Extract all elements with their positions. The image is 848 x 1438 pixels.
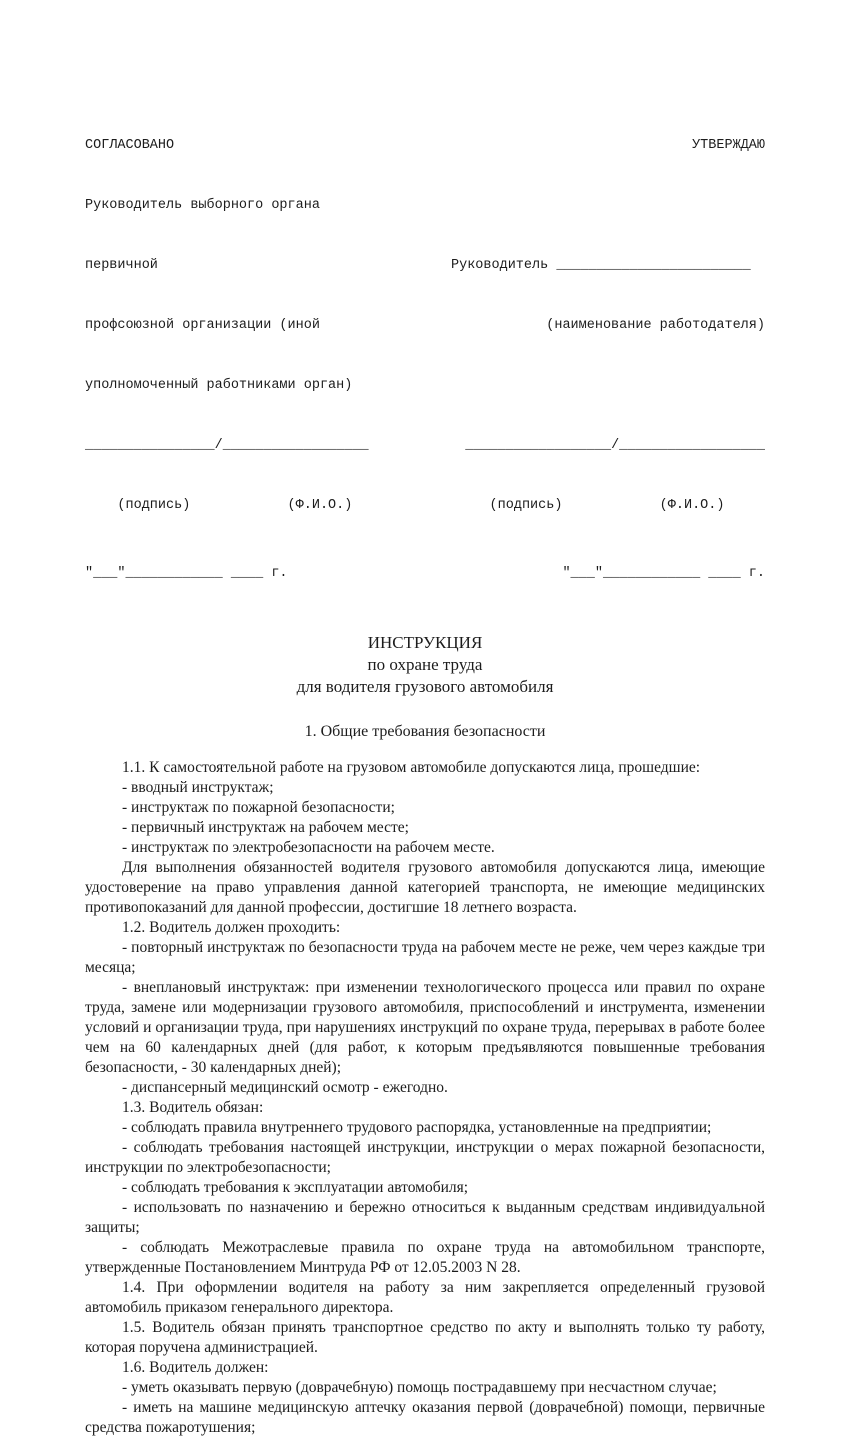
agreed-line: первичной	[85, 258, 158, 273]
agreed-signature-line: ________________/__________________	[85, 438, 369, 453]
approved-block	[451, 96, 765, 624]
approved-spacer	[451, 196, 765, 216]
approved-spacer	[451, 376, 765, 396]
agreed-line: профсоюзной организации (иной	[85, 318, 320, 333]
agreed-line: Руководитель выборного органа	[85, 198, 320, 213]
approved-role-caption: (наименование работодателя)	[546, 318, 765, 333]
paragraph: - соблюдать требования настоящей инструкции, инструкции о мерах пожарной безопасности, инструкции по электробезопасности;	[85, 1139, 765, 1176]
agreed-line: уполномоченный работниками орган)	[85, 378, 353, 393]
paragraph: 1.3. Водитель обязан:	[122, 1099, 264, 1116]
approved-role-line: Руководитель ________________________	[451, 258, 751, 273]
agreed-signature-captions: (подпись) (Ф.И.О.)	[85, 498, 353, 513]
paragraph: - повторный инструктаж по безопасности труда на рабочем месте не реже, чем через каждые три месяца;	[85, 939, 765, 976]
paragraph: - использовать по назначению и бережно относиться к выданным средствам индивидуальной защиты;	[85, 1199, 765, 1236]
title-line-2: по охране труда	[367, 655, 483, 674]
paragraph: - вводный инструктаж;	[122, 779, 274, 796]
paragraph: 1.1. К самостоятельной работе на грузовом автомобиле допускаются лица, прошедшие:	[122, 759, 701, 776]
title-line-1: ИНСТРУКЦИЯ	[367, 633, 483, 652]
title-line-3: для водителя грузового автомобиля	[296, 677, 554, 696]
paragraph: 1.6. Водитель должен:	[122, 1359, 269, 1376]
paragraph: - соблюдать правила внутреннего трудового распорядка, установленные на предприятии;	[122, 1119, 712, 1136]
approved-signature-line: __________________/__________________	[465, 438, 765, 453]
paragraph: - уметь оказывать первую (доврачебную) помощь пострадавшему при несчастном случае;	[122, 1379, 717, 1396]
paragraph: - иметь на машине медицинскую аптечку оказания первой (доврачебной) помощи, первичные средства пожаротушения;	[85, 1399, 765, 1436]
agreed-block	[85, 96, 425, 624]
paragraph: - диспансерный медицинский осмотр - ежегодно.	[122, 1079, 448, 1096]
paragraph: - инструктаж по электробезопасности на рабочем месте.	[122, 839, 495, 856]
approved-date-line: "___"____________ ____ г.	[562, 566, 765, 581]
paragraph: - первичный инструктаж на рабочем месте;	[122, 819, 409, 836]
paragraph: 1.5. Водитель обязан принять транспортное средство по акту и выполнять только ту работу, которая поручена администрацией.	[85, 1319, 765, 1356]
paragraph: 1.4. При оформлении водителя на работу за ним закрепляется определенный грузовой автомобиль приказом генерального директора.	[85, 1279, 765, 1316]
agreed-date-line: "___"____________ ____ г.	[85, 566, 288, 581]
paragraph: - внеплановый инструктаж: при изменении технологического процесса или правил по охране труда, замене или модернизации грузового автомобиля, приспособлений и инструмента, изменении условий и организации труда, при нарушениях инструкций по охране труда, перерывах в работе более чем на 60 календарных дней (для работ, к которым предъявляются повышенные требования безопасности, - 30 календарных дней);	[85, 979, 765, 1076]
approved-label: УТВЕРЖДАЮ	[692, 138, 765, 153]
paragraph: - инструктаж по пожарной безопасности;	[122, 799, 395, 816]
approved-signature-captions: (подпись) (Ф.И.О.)	[489, 498, 765, 513]
paragraph: 1.2. Водитель должен проходить:	[122, 919, 341, 936]
section-1-body	[85, 758, 765, 1438]
paragraph: Для выполнения обязанностей водителя грузового автомобиля допускаются лица, имеющие удостоверение на право управления данной категорией транспорта, не имеющие медицинских противопоказаний для данной профессии, достигшие 18 летнего возраста.	[85, 859, 765, 916]
agreed-label: СОГЛАСОВАНО	[85, 138, 175, 153]
paragraph: - соблюдать требования к эксплуатации автомобиля;	[122, 1179, 469, 1196]
approval-header	[85, 96, 765, 624]
document-title	[85, 632, 765, 698]
section-1-heading: 1. Общие требования безопасности	[304, 723, 546, 740]
paragraph: - соблюдать Межотраслевые правила по охране труда на автомобильном транспорте, утвержденные Постановлением Минтруда РФ от 12.05.2003 N 28.	[85, 1239, 765, 1276]
